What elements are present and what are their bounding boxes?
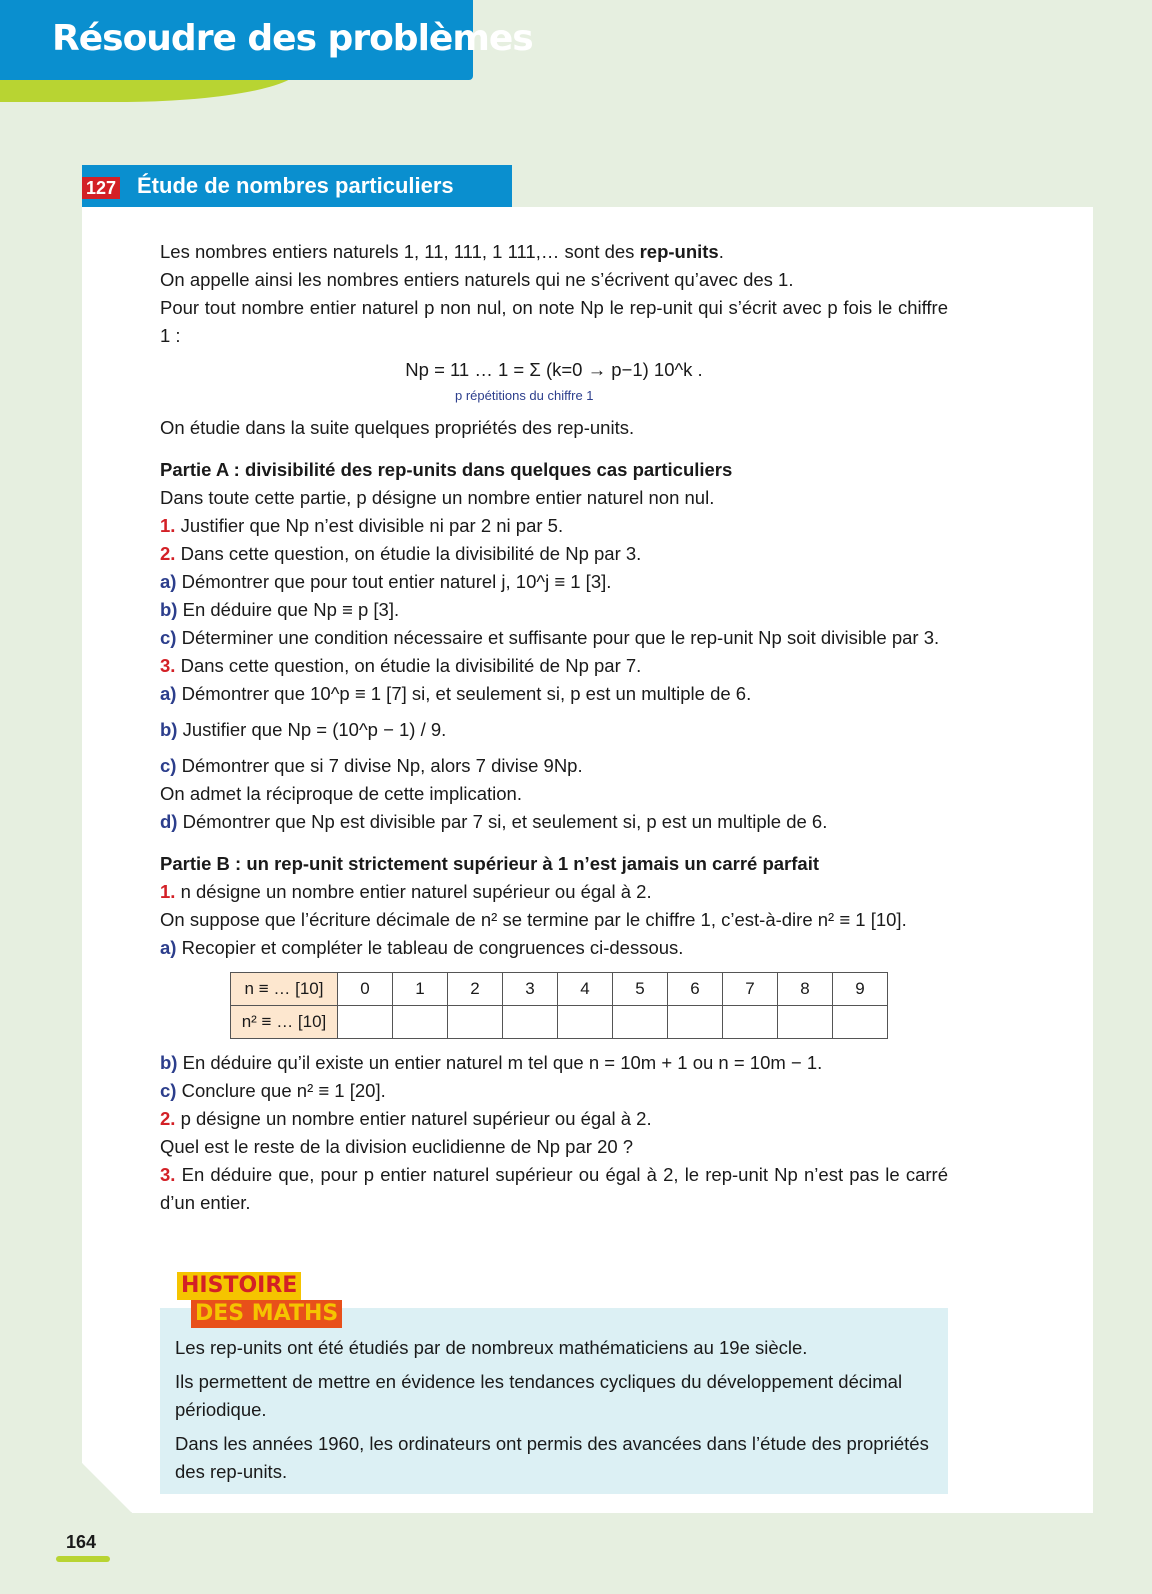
table-cell-empty [393, 1006, 448, 1039]
exercise-content [160, 238, 948, 1217]
exercise-title: Étude de nombres particuliers [137, 173, 454, 198]
page-title: Résoudre des problèmes [52, 18, 533, 59]
partA-q3c: c) Démontrer que si 7 divise Np, alors 7 divise 9Np. [160, 755, 583, 776]
table-cell-empty [448, 1006, 503, 1039]
formula: Np = 11 … 1 = Σ (k=0 → p−1) 10^k . [405, 359, 703, 380]
partB-q1: 1. n désigne un nombre entier naturel supérieur ou égal à 2. [160, 881, 652, 902]
partB-title: Partie B : un rep-unit strictement supérieur à 1 n’est jamais un carré parfait [160, 853, 819, 874]
partB-q1c: c) Conclure que n² ≡ 1 [20]. [160, 1080, 386, 1101]
table-cell: 9 [833, 973, 888, 1006]
partA-admit: On admet la réciproque de cette implication. [160, 783, 522, 804]
intro-line-4: On étudie dans la suite quelques propriétés des rep-units. [160, 417, 635, 438]
table-cell-empty [558, 1006, 613, 1039]
page-number: 164 [66, 1532, 97, 1552]
table-cell: 2 [448, 973, 503, 1006]
table-cell-empty [778, 1006, 833, 1039]
table-cell-empty [833, 1006, 888, 1039]
table-cell: 6 [668, 973, 723, 1006]
partA-q3a: a) Démontrer que 10^p ≡ 1 [7] si, et seulement si, p est un multiple de 6. [160, 683, 752, 704]
histoire-p3: Dans les années 1960, les ordinateurs ont permis des avancées dans l’étude des propriétés des rep-units. [175, 1433, 929, 1482]
page-number-underline [56, 1556, 110, 1562]
table-head-n2: n² ≡ … [10] [231, 1006, 338, 1039]
table-row [231, 1006, 888, 1039]
partB-q3: 3. En déduire que, pour p entier naturel supérieur ou égal à 2, le rep-unit Np n’est pas le carré d’un entier. [160, 1164, 949, 1213]
partA-q2b: b) En déduire que Np ≡ p [3]. [160, 599, 400, 620]
histoire-p2: Ils permettent de mettre en évidence les tendances cycliques du développement décimal périodique. [175, 1371, 903, 1420]
table-cell: 5 [613, 973, 668, 1006]
intro-line-1: Les nombres entiers naturels 1, 11, 111, 1 111,… sont des rep-units. [160, 241, 724, 262]
histoire-label: HISTOIRE DES MATHS [177, 1272, 342, 1328]
partA-title: Partie A : divisibilité des rep-units dans quelques cas particuliers [160, 459, 733, 480]
table-cell: 0 [338, 973, 393, 1006]
partB-q1a: a) Recopier et compléter le tableau de congruences ci-dessous. [160, 937, 684, 958]
table-cell: 4 [558, 973, 613, 1006]
partB-q2: 2. p désigne un nombre entier naturel supérieur ou égal à 2. [160, 1108, 652, 1129]
intro-line-2: On appelle ainsi les nombres entiers naturels qui ne s’écrivent qu’avec des 1. [160, 269, 794, 290]
histoire-text [175, 1334, 935, 1492]
exercise-number: 127 [82, 177, 120, 199]
partA-q2a: a) Démontrer que pour tout entier naturel j, 10^j ≡ 1 [3]. [160, 571, 612, 592]
table-cell-empty [723, 1006, 778, 1039]
table-cell: 8 [778, 973, 833, 1006]
table-cell-empty [338, 1006, 393, 1039]
formula-note: p répétitions du chiffre 1 [455, 388, 594, 403]
partA-q1: 1. Justifier que Np n’est divisible ni par 2 ni par 5. [160, 515, 564, 536]
formula-block [160, 350, 948, 414]
table-cell: 1 [393, 973, 448, 1006]
intro-line-3: Pour tout nombre entier naturel p non nul, on note Np le rep-unit qui s’écrit avec p fois le chiffre 1 : [160, 297, 948, 346]
table-cell-empty [613, 1006, 668, 1039]
partA-q3d: d) Démontrer que Np est divisible par 7 si, et seulement si, p est un multiple de 6. [160, 811, 828, 832]
table-cell: 3 [503, 973, 558, 1006]
table-head-n: n ≡ … [10] [231, 973, 338, 1006]
table-row [231, 973, 888, 1006]
table-cell-empty [668, 1006, 723, 1039]
partA-q2: 2. Dans cette question, on étudie la divisibilité de Np par 3. [160, 543, 642, 564]
partA-q3: 3. Dans cette question, on étudie la divisibilité de Np par 7. [160, 655, 642, 676]
table-cell-empty [503, 1006, 558, 1039]
partB-q1b: b) En déduire qu’il existe un entier naturel m tel que n = 10m + 1 ou n = 10m − 1. [160, 1052, 823, 1073]
partA-q2c: c) Déterminer une condition nécessaire et suffisante pour que le rep-unit Np soit divisible par 3. [160, 627, 940, 648]
partB-q1-assume: On suppose que l’écriture décimale de n² se termine par le chiffre 1, c’est-à-dire n² ≡ 1 [10]. [160, 909, 907, 930]
partA-q3b: b) Justifier que Np = (10^p − 1) / 9. [160, 719, 447, 740]
partB-q2b: Quel est le reste de la division euclidienne de Np par 20 ? [160, 1136, 634, 1157]
partA-intro: Dans toute cette partie, p désigne un nombre entier naturel non nul. [160, 487, 715, 508]
histoire-p1: Les rep-units ont été étudiés par de nombreux mathématiciens au 19e siècle. [175, 1337, 808, 1358]
congruence-table [230, 972, 888, 1039]
exercise-header [82, 165, 512, 207]
table-cell: 7 [723, 973, 778, 1006]
